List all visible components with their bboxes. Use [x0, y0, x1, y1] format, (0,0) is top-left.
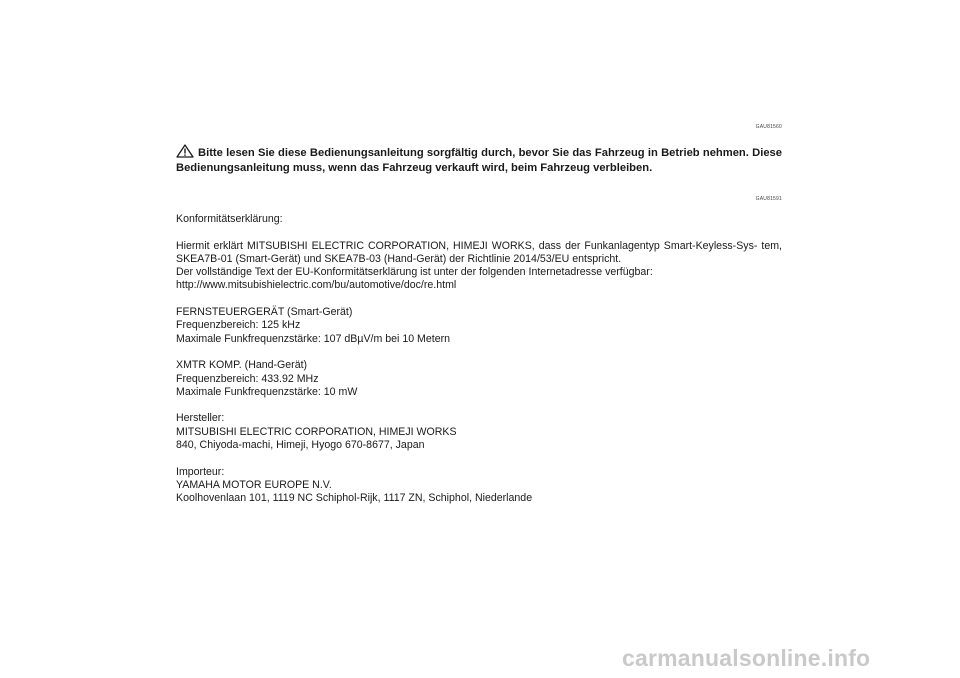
- importer-name: YAMAHA MOTOR EUROPE N.V.: [176, 478, 332, 491]
- importer-address: Koolhovenlaan 101, 1119 NC Schiphol-Rijk, 1117 ZN, Schiphol, Niederlande: [176, 492, 533, 505]
- conformity-section: [176, 213, 782, 506]
- warning-triangle-icon: [176, 144, 194, 158]
- warning-text: Bitte lesen Sie diese Bedienungsanleitung sorgfältig durch, bevor Sie das Fahrzeug in Betrieb nehmen. Diese Bedienungsanleitung muss, wenn das Fahrzeug verkauft wird, beim Fahrzeug verbleiben.: [176, 147, 782, 174]
- declaration-url[interactable]: http://www.mitsubishielectric.com/bu/automotive/doc/re.html: [176, 279, 457, 292]
- warning-notice: [176, 144, 782, 176]
- manufacturer-label: Hersteller:: [176, 412, 225, 425]
- hand-device-power: Maximale Funkfrequenzstärke: 10 mW: [176, 385, 358, 398]
- declaration-heading: Konformitätserklärung:: [176, 213, 283, 225]
- declaration-paragraph: Hiermit erklärt MITSUBISHI ELECTRIC CORPORATION, HIMEJI WORKS, dass der Funkanlagentyp Smart-Keyless-Sys- tem, SKEA7B-01 (Smart-Gerät) und SKEA7B-03 (Hand-Gerät) der Richtlinie 2014/53/EU entspricht.: [176, 239, 782, 265]
- section-code-1: GAU81560: [755, 124, 782, 130]
- smart-device-title: FERNSTEUERGERÄT (Smart-Gerät): [176, 306, 353, 319]
- smart-device-frequency: Frequenzbereich: 125 kHz: [176, 319, 301, 332]
- hand-device-title: XMTR KOMP. (Hand-Gerät): [176, 359, 308, 372]
- manufacturer-address: 840, Chiyoda-machi, Himeji, Hyogo 670-8677, Japan: [176, 439, 425, 452]
- section-code-2: GAU81591: [755, 196, 782, 202]
- declaration-availability: Der vollständige Text der EU-Konformitätserklärung ist unter der folgenden Internetadresse verfügbar:: [176, 266, 653, 279]
- smart-device-power: Maximale Funkfrequenzstärke: 107 dBµV/m bei 10 Metern: [176, 332, 451, 345]
- watermark: carmanualsonline.info: [622, 645, 871, 671]
- hand-device-frequency: Frequenzbereich: 433.92 MHz: [176, 372, 319, 385]
- importer-label: Importeur:: [176, 465, 225, 478]
- manufacturer-name: MITSUBISHI ELECTRIC CORPORATION, HIMEJI WORKS: [176, 425, 457, 438]
